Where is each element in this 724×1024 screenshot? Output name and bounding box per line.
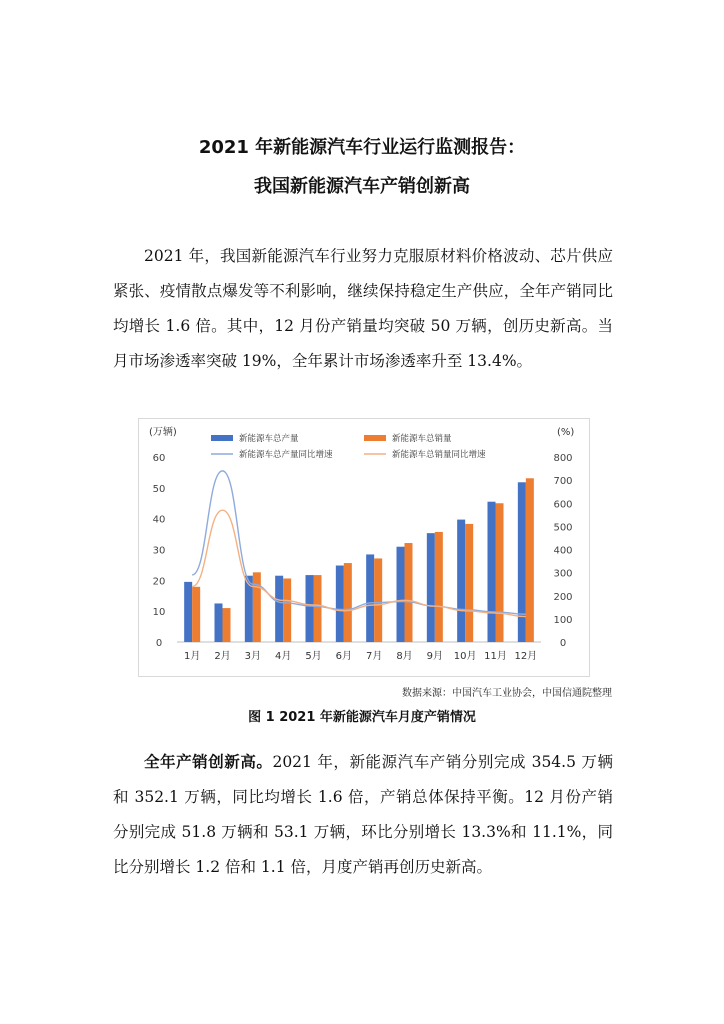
legend-label: 新能源车总产量 [239,434,299,444]
legend-label: 新能源车总销量 [392,434,452,444]
report-title-line1: 2021 年新能源汽车行业运行监测报告： [198,137,526,158]
paragraph-annual [113,744,613,885]
x-tick-label: 1月 [183,651,201,662]
left-tick-label: 10 [152,607,166,619]
production-bar [518,482,526,642]
report-title-line2: 我国新能源汽车产销创新高 [254,176,470,197]
production-bar [275,576,283,642]
left-tick-label: 0 [155,638,163,649]
bar-series [184,478,534,642]
right-tick-label: 400 [553,545,573,557]
right-tick-label: 600 [553,499,573,511]
x-tick-label: 10月 [453,651,477,662]
production-bar [488,502,496,642]
production-bar [336,566,344,642]
x-tick-label: 9月 [426,651,444,662]
right-tick-label: 500 [553,522,573,534]
left-tick-label: 40 [152,514,166,526]
sales-growth-line [192,510,526,616]
paragraph-body: 2021 年，新能源汽车产销分别完成 354.5 万辆和 352.1 万辆，同比均增长 1.6 倍，产销总体保持平衡。12 月份产销分别完成 51.8 万辆和 53.1 万辆，环比分别增长 13.3%和 11.1%，同比分别增长 1.2 倍和 1.1 倍，月度产销再创历史新高。 [113,753,613,876]
data-source: 数据来源：中国汽车工业协会，中国信通院整理 [402,688,612,699]
sales-bar [283,578,291,642]
production-bar [457,520,465,642]
right-tick-label: 200 [553,591,573,603]
production-bar [427,533,435,642]
right-axis-unit: (%) [557,427,575,438]
production-bar [366,554,374,642]
x-tick-label: 12月 [514,651,538,662]
x-tick-label: 7月 [365,651,383,662]
sales-bar [374,558,382,642]
x-tick-label: 6月 [335,651,353,662]
sales-bar [435,532,443,642]
production-growth-line [192,471,526,614]
right-tick-label: 100 [553,614,573,626]
left-tick-label: 30 [152,545,166,557]
x-tick-label: 3月 [244,651,262,662]
chart-container [138,418,590,677]
legend-swatch [211,435,233,441]
paragraph-lead: 全年产销创新高。 [144,752,273,771]
sales-bar [496,503,504,642]
left-axis-unit: (万辆) [149,427,177,438]
production-bar [306,575,314,642]
sales-bar [253,572,261,642]
x-tick-label: 8月 [396,651,413,662]
sales-bar [223,608,231,642]
right-tick-label: 0 [559,638,567,649]
x-tick-labels [184,650,537,662]
sales-bar [192,587,200,642]
x-tick-label: 4月 [274,651,292,662]
legend [211,433,486,460]
right-tick-label: 800 [553,453,573,464]
legend-swatch [364,435,386,441]
right-tick-label: 300 [553,568,573,580]
right-tick-label: 700 [553,476,573,488]
left-tick-label: 50 [152,483,166,495]
sales-bar [314,575,322,642]
production-bar [184,582,192,642]
paragraph-intro: 2021 年，我国新能源汽车行业努力克服原材料价格波动、芯片供应紧张、疫情散点爆发等不利影响，继续保持稳定生产供应，全年产销同比均增长 1.6 倍。其中，12 月份产销量均突破 50 万辆，创历史新高。当月市场渗透率突破 19%，全年累计市场渗透率升至 13.4%。 [113,247,613,370]
left-tick-label: 20 [152,576,166,588]
figure-caption: 图 1 2021 年新能源汽车月度产销情况 [248,710,476,725]
legend-label: 新能源车总产量同比增速 [239,450,333,460]
sales-bar [526,478,534,642]
line-series [192,471,526,617]
production-bar [397,547,405,642]
production-bar [215,603,223,642]
x-tick-label: 11月 [484,651,507,662]
left-tick-label: 60 [152,453,166,464]
sales-bar [465,524,473,642]
legend-label: 新能源车总销量同比增速 [392,450,486,460]
monthly-chart [139,419,589,676]
sales-bar [405,543,413,642]
x-tick-label: 5月 [305,651,322,662]
sales-bar [344,563,352,642]
x-tick-label: 2月 [214,651,231,662]
